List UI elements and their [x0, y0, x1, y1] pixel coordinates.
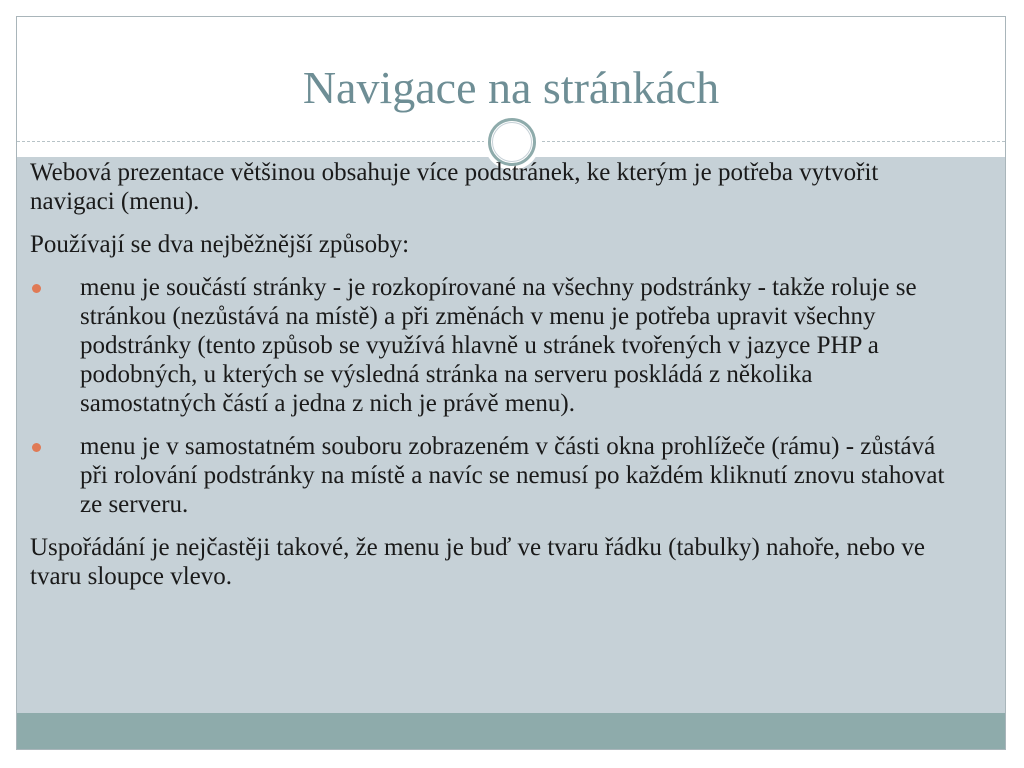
bullet-dot-icon: [32, 284, 41, 293]
inner-ring: [492, 122, 532, 162]
bullet-dot-icon: [32, 443, 41, 452]
slide-body: [30, 158, 950, 605]
list-item: [30, 273, 950, 418]
bullet-text: menu je součástí stránky - je rozkopírované na všechny podstránky - takže roluje se stránkou (nezůstává na místě) a při změnách v menu je potřeba upravit všechny podstránky (tento způsob se využívá hlavně u stránek tvořených v jazyce PHP a podobných, u kterých se výsledná stránka na serveru poskládá z několika samostatných částí a jedna z nich je právě menu).: [80, 274, 917, 417]
paragraph-intro: Webová prezentace většinou obsahuje více podstránek, ke kterým je potřeba vytvořit navigaci (menu).: [30, 159, 879, 215]
bullet-text: menu je v samostatném souboru zobrazeném v části okna prohlížeče (rámu) - zůstává při rolování podstránky na místě a navíc se nemusí po každém kliknutí znovu stahovat ze serveru.: [80, 433, 945, 518]
slide-title: Navigace na stránkách: [302, 62, 720, 113]
paragraph-methods: Používají se dva nejběžnější způsoby:: [30, 231, 410, 258]
paragraph-closing: Uspořádání je nejčastěji takové, že menu je buď ve tvaru řádku (tabulky) nahoře, nebo ve tvaru sloupce vlevo.: [30, 534, 925, 590]
bullet-list: [30, 273, 950, 519]
list-item: [30, 432, 950, 519]
footer-bar: [17, 713, 1005, 749]
